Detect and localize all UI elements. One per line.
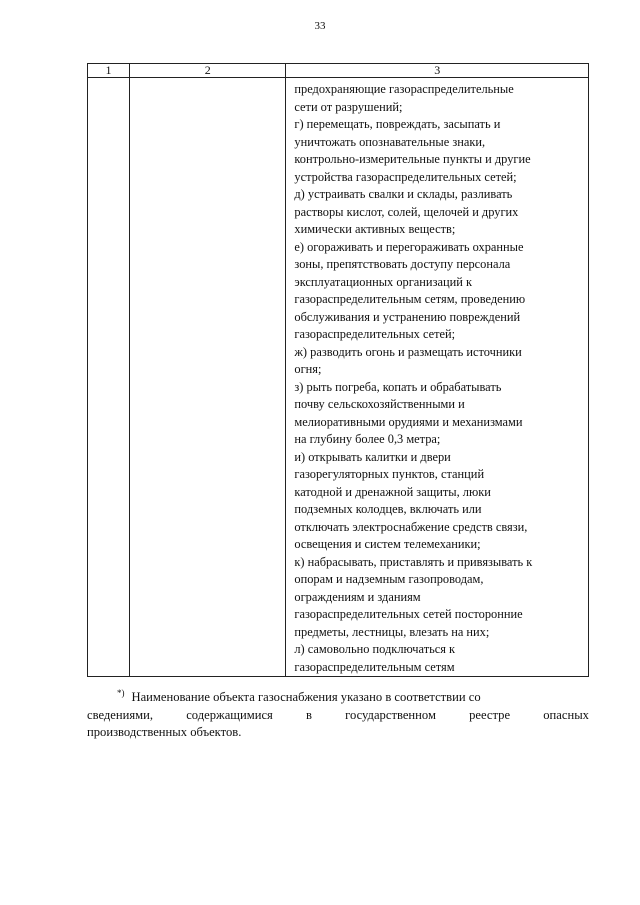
text-line: на глубину более 0,3 метра; bbox=[294, 432, 441, 446]
text-line: устройства газораспределительных сетей; bbox=[294, 169, 517, 184]
text-line: подземных колодцев, включать или bbox=[294, 502, 482, 516]
text-line: ограждениям и зданиям bbox=[294, 589, 421, 604]
footnote-line-2 bbox=[87, 707, 589, 725]
footnote-word: государственном bbox=[345, 707, 436, 722]
text-line: д) устраивать свалки и склады, разливать bbox=[294, 187, 513, 201]
text-line: огня; bbox=[294, 362, 322, 376]
text-line: сети от разрушений; bbox=[294, 99, 403, 114]
footnote-word: в bbox=[306, 707, 312, 722]
prohibitions-text bbox=[286, 78, 588, 676]
table-header-row bbox=[88, 64, 589, 78]
text-line: газораспределительным сетям, проведению bbox=[294, 292, 526, 306]
text-line: и) открывать калитки и двери bbox=[294, 449, 451, 464]
cell-col-2 bbox=[130, 78, 286, 677]
text-line: газораспределительных сетей; bbox=[294, 327, 456, 341]
text-line: предохраняющие газораспределительные bbox=[294, 82, 514, 96]
footnote-word: опасных bbox=[543, 707, 589, 722]
footnote bbox=[87, 689, 589, 742]
footnote-word: сведениями, bbox=[87, 707, 154, 722]
text-line: уничтожать опознавательные знаки, bbox=[294, 134, 486, 149]
footnote-line-1 bbox=[87, 689, 589, 707]
cell-col-1 bbox=[88, 78, 130, 677]
header-col-3: 3 bbox=[286, 64, 589, 78]
footnote-word: содержащимися bbox=[186, 707, 273, 722]
text-line: почву сельскохозяйственными и bbox=[294, 397, 465, 411]
text-line: контрольно-измерительные пункты и другие bbox=[294, 152, 531, 166]
footnote-line-1-text: Наименование объекта газоснабжения указано в соответствии со bbox=[131, 690, 481, 704]
text-line: освещения и систем телемеханики; bbox=[294, 537, 481, 551]
text-line: предметы, лестницы, влезать на них; bbox=[294, 624, 490, 639]
text-line: химически активных веществ; bbox=[294, 222, 456, 236]
page-number: 33 bbox=[314, 20, 326, 32]
header-col-2: 2 bbox=[130, 64, 286, 78]
text-line: растворы кислот, солей, щелочей и других bbox=[294, 204, 519, 219]
text-line: л) самовольно подключаться к bbox=[294, 642, 456, 656]
text-line: газораспределительных сетей посторонние bbox=[294, 607, 523, 621]
text-line: газораспределительным сетям bbox=[294, 659, 455, 674]
footnote-line-3: производственных объектов. bbox=[87, 725, 242, 739]
footnote-word: реестре bbox=[469, 707, 511, 722]
text-line: зоны, препятствовать доступу персонала bbox=[294, 257, 511, 271]
text-line: з) рыть погреба, копать и обрабатывать bbox=[294, 379, 502, 394]
text-line: газорегуляторных пунктов, станций bbox=[294, 467, 485, 481]
text-line: эксплуатационных организаций к bbox=[294, 274, 472, 289]
table-row bbox=[88, 78, 589, 677]
text-line: отключать электроснабжение средств связи, bbox=[294, 519, 528, 534]
text-line: к) набрасывать, приставлять и привязывать к bbox=[294, 554, 533, 569]
footnote-marker: *) bbox=[117, 687, 125, 698]
text-line: г) перемещать, повреждать, засыпать и bbox=[294, 117, 501, 131]
cell-col-3 bbox=[286, 78, 589, 677]
text-line: обслуживания и устранению повреждений bbox=[294, 309, 521, 324]
text-line: катодной и дренажной защиты, люки bbox=[294, 484, 491, 499]
header-col-1: 1 bbox=[88, 64, 130, 78]
continuation-table bbox=[87, 63, 589, 677]
text-line: е) огораживать и перегораживать охранные bbox=[294, 239, 524, 254]
text-line: ж) разводить огонь и размещать источники bbox=[294, 344, 522, 359]
text-line: мелиоративными орудиями и механизмами bbox=[294, 414, 523, 429]
text-line: опорам и надземным газопроводам, bbox=[294, 572, 484, 586]
